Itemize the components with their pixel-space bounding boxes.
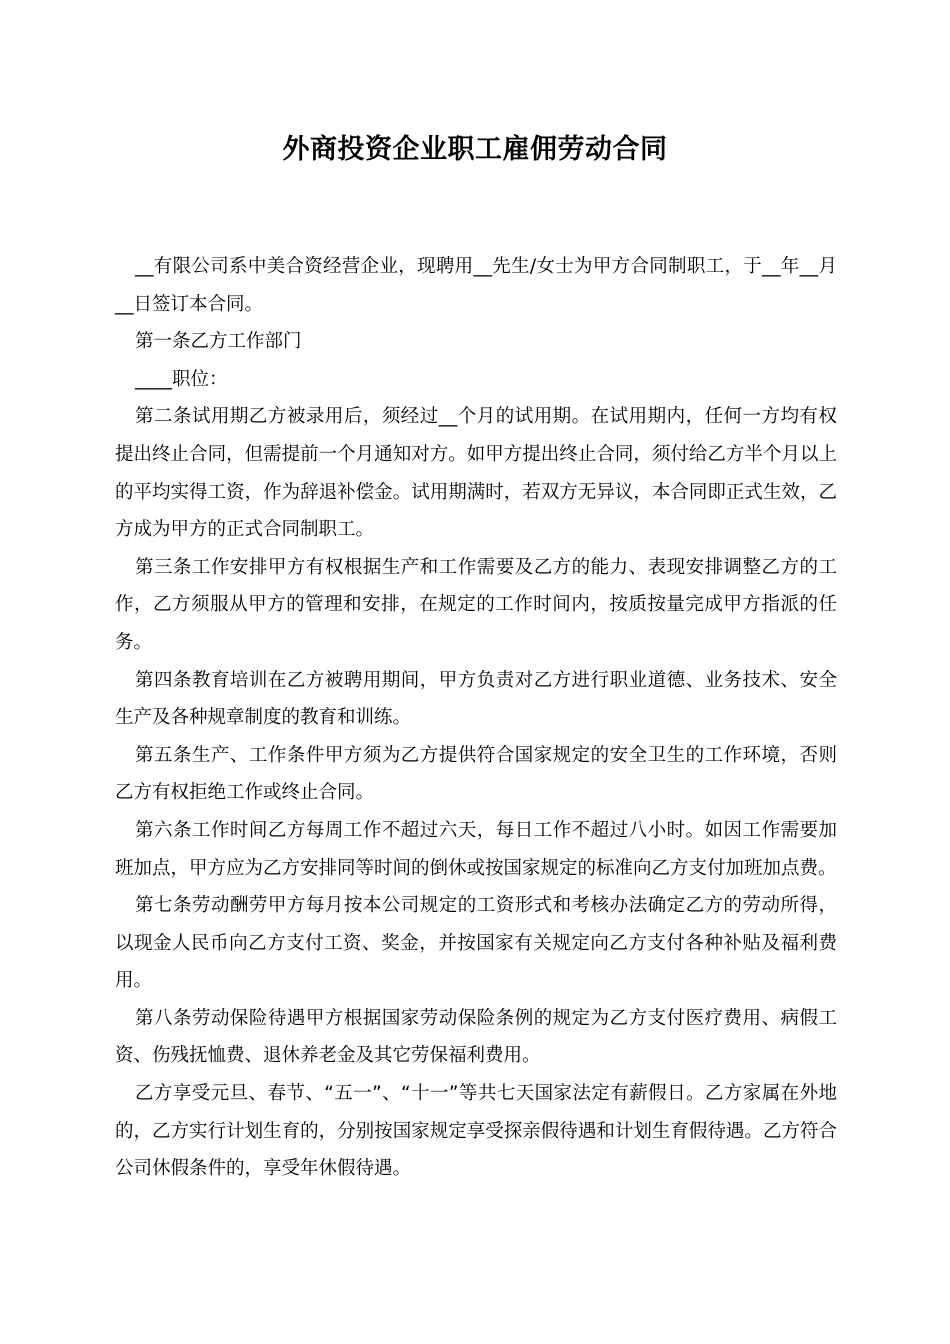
document-title: 外商投资企业职工雇佣劳动合同 bbox=[282, 134, 668, 165]
paragraph-holidays: 乙方享受元旦、春节、“五一”、“十一”等共七天国家法定有薪假日。乙方家属在外地的，乙方实行计划生育的，分别按国家规定享受探亲假待遇和计划生育假待遇。乙方符合公司休假条件的，享受年休假待遇。 bbox=[115, 1083, 837, 1180]
document-body bbox=[115, 248, 837, 1188]
paragraph-article-7: 第七条劳动酬劳甲方每月按本公司规定的工资形式和考核办法确定乙方的劳动所得，以现金人民币向乙方支付工资、奖金，并按国家有关规定向乙方支付各种补贴及福利费用。 bbox=[115, 895, 837, 992]
paragraph-article-1: 第一条乙方工作部门 bbox=[135, 331, 302, 353]
paragraph-article-6: 第六条工作时间乙方每周工作不超过六天，每日工作不超过八小时。如因工作需要加班加点，甲方应为乙方安排同等时间的倒休或按国家规定的标准向乙方支付加班加点费。 bbox=[115, 819, 837, 879]
paragraph-article-8: 第八条劳动保险待遇甲方根据国家劳动保险条例的规定为乙方支付医疗费用、病假工资、伤残抚恤费、退休养老金及其它劳保福利费用。 bbox=[115, 1007, 837, 1067]
paragraph-article-4: 第四条教育培训在乙方被聘用期间，甲方负责对乙方进行职业道德、业务技术、安全生产及各种规章制度的教育和训练。 bbox=[115, 669, 837, 729]
paragraph-article-2: 第二条试用期乙方被录用后，须经过__个月的试用期。在试用期内，任何一方均有权提出终止合同，但需提前一个月通知对方。如甲方提出终止合同，须付给乙方半个月以上的平均实得工资，作为辞退补偿金。试用期满时，若双方无异议，本合同即正式生效，乙方成为甲方的正式合同制职工。 bbox=[115, 406, 837, 541]
paragraph-position: ____职位： bbox=[135, 368, 228, 390]
paragraph-preamble: __有限公司系中美合资经营企业，现聘用__先生/女士为甲方合同制职工，于__年__月__日签订本合同。 bbox=[115, 256, 837, 315]
paragraph-article-3: 第三条工作安排甲方有权根据生产和工作需要及乙方的能力、表现安排调整乙方的工作，乙方须服从甲方的管理和安排，在规定的工作时间内，按质按量完成甲方指派的任务。 bbox=[115, 556, 837, 653]
paragraph-article-5: 第五条生产、工作条件甲方须为乙方提供符合国家规定的安全卫生的工作环境，否则乙方有权拒绝工作或终止合同。 bbox=[115, 744, 837, 804]
